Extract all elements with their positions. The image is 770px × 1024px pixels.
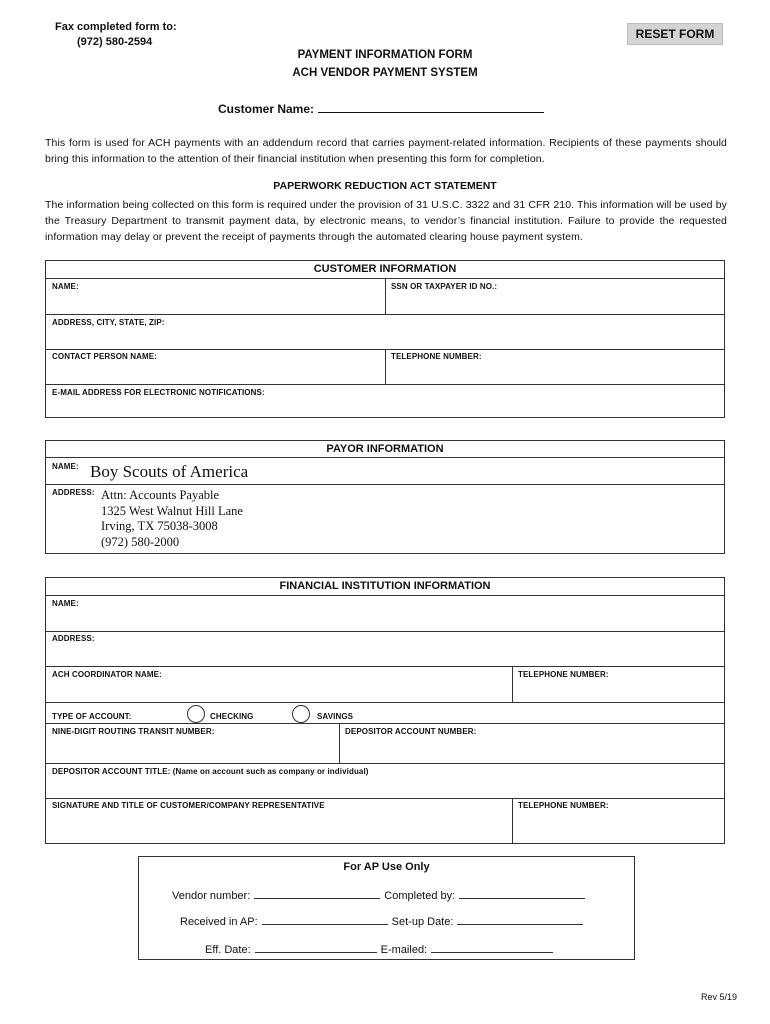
customer-telephone-label: TELEPHONE NUMBER: bbox=[391, 352, 482, 361]
contact-person-label: CONTACT PERSON NAME: bbox=[52, 352, 157, 361]
customer-address-field[interactable] bbox=[46, 328, 724, 348]
ach-coordinator-label: ACH COORDINATOR NAME: bbox=[52, 670, 162, 679]
received-in-ap-label: Received in AP: bbox=[180, 916, 258, 928]
ssn-label: SSN OR TAXPAYER ID NO.: bbox=[391, 282, 498, 291]
signature-telephone-label: TELEPHONE NUMBER: bbox=[518, 801, 609, 810]
fax-instructions bbox=[55, 20, 177, 50]
customer-information-title: CUSTOMER INFORMATION bbox=[313, 263, 457, 275]
eff-date-label: Eff. Date: bbox=[205, 944, 251, 956]
customer-name-label: NAME: bbox=[52, 282, 79, 291]
checking-radio[interactable] bbox=[187, 705, 205, 723]
intro-paragraph: This form is used for ACH payments with an addendum record that carries payment-related information. Recipients of these payments should bring this information to the attention of their financial institution when presenting this form for completion. bbox=[45, 137, 727, 165]
depositor-title-field[interactable] bbox=[46, 777, 724, 797]
vendor-number-label: Vendor number: bbox=[172, 890, 251, 902]
paperwork-statement: The information being collected on this form is required under the provision of 31 U.S.C. 3322 and 31 CFR 210. This information will be used by the Treasury Department to transmit payment data, by electronic means, to vendor’s financial institution. Failure to provide the requested information may delay or prevent the receipt of payments through the automated clearing house payment system. bbox=[45, 199, 727, 243]
customer-name-label: Customer Name: bbox=[218, 102, 315, 116]
bank-address-label: ADDRESS: bbox=[52, 634, 95, 643]
revision-label: Rev 5/19 bbox=[701, 992, 738, 1002]
signature-field[interactable] bbox=[46, 811, 511, 843]
bank-address-field[interactable] bbox=[46, 644, 724, 665]
payor-name-label: NAME: bbox=[52, 462, 79, 471]
payor-address-label: ADDRESS: bbox=[52, 488, 95, 497]
ap-use-only-title: For AP Use Only bbox=[343, 861, 430, 873]
ach-coordinator-field[interactable] bbox=[46, 680, 511, 701]
customer-name-field[interactable] bbox=[46, 292, 384, 313]
routing-number-field[interactable] bbox=[46, 738, 338, 762]
completed-by-label: Completed by: bbox=[384, 890, 456, 902]
savings-label: SAVINGS bbox=[317, 712, 354, 721]
depositor-account-field[interactable] bbox=[340, 738, 724, 762]
payor-address-line: (972) 580-2000 bbox=[101, 534, 180, 549]
fax-number: (972) 580-2594 bbox=[77, 36, 153, 48]
fax-label: Fax completed form to: bbox=[55, 21, 177, 33]
ap-row-vendor bbox=[172, 887, 589, 902]
customer-telephone-field[interactable] bbox=[386, 362, 724, 383]
account-type-label: TYPE OF ACCOUNT: bbox=[52, 712, 132, 721]
customer-address-label: ADDRESS, CITY, STATE, ZIP: bbox=[52, 318, 165, 327]
eff-date-field[interactable] bbox=[255, 941, 377, 953]
ssn-field[interactable] bbox=[386, 292, 724, 313]
payor-address-line: Attn: Accounts Payable bbox=[101, 488, 220, 502]
payor-information-title: PAYOR INFORMATION bbox=[326, 443, 444, 455]
ap-row-received bbox=[180, 913, 587, 928]
payor-address-value bbox=[101, 488, 243, 550]
bank-telephone-field[interactable] bbox=[513, 680, 724, 701]
payor-address-line: Irving, TX 75038-3008 bbox=[101, 519, 218, 533]
customer-name-row bbox=[218, 100, 544, 116]
depositor-account-label: DEPOSITOR ACCOUNT NUMBER: bbox=[345, 727, 477, 736]
form-subtitle: ACH VENDOR PAYMENT SYSTEM bbox=[292, 67, 478, 79]
bank-name-label: NAME: bbox=[52, 599, 79, 608]
form-title: PAYMENT INFORMATION FORM bbox=[297, 49, 473, 61]
reset-form-button[interactable]: RESET FORM bbox=[627, 23, 723, 45]
completed-by-field[interactable] bbox=[459, 887, 585, 899]
setup-date-field[interactable] bbox=[457, 913, 583, 925]
paperwork-heading: PAPERWORK REDUCTION ACT STATEMENT bbox=[273, 180, 497, 192]
received-in-ap-field[interactable] bbox=[262, 913, 388, 925]
bank-telephone-label: TELEPHONE NUMBER: bbox=[518, 670, 609, 679]
vendor-number-field[interactable] bbox=[254, 887, 380, 899]
payor-name-value: Boy Scouts of America bbox=[90, 462, 249, 481]
customer-name-input[interactable] bbox=[318, 100, 544, 113]
ap-row-eff bbox=[205, 941, 557, 956]
setup-date-label: Set-up Date: bbox=[391, 916, 454, 928]
depositor-title-label: DEPOSITOR ACCOUNT TITLE: (Name on account such as company or individual) bbox=[52, 767, 369, 776]
savings-radio[interactable] bbox=[292, 705, 310, 723]
financial-institution-title: FINANCIAL INSTITUTION INFORMATION bbox=[279, 580, 491, 592]
checking-label: CHECKING bbox=[210, 712, 254, 721]
bank-name-field[interactable] bbox=[46, 609, 724, 630]
routing-number-label: NINE-DIGIT ROUTING TRANSIT NUMBER: bbox=[52, 727, 215, 736]
payor-address-line: 1325 West Walnut Hill Lane bbox=[101, 503, 243, 518]
contact-person-field[interactable] bbox=[46, 362, 384, 383]
signature-label: SIGNATURE AND TITLE OF CUSTOMER/COMPANY REPRESENTATIVE bbox=[52, 801, 325, 810]
email-label: E-MAIL ADDRESS FOR ELECTRONIC NOTIFICATIONS: bbox=[52, 388, 265, 397]
emailed-label: E-mailed: bbox=[380, 944, 428, 956]
emailed-field[interactable] bbox=[431, 941, 553, 953]
email-field[interactable] bbox=[46, 398, 724, 417]
signature-telephone-field[interactable] bbox=[513, 811, 724, 843]
